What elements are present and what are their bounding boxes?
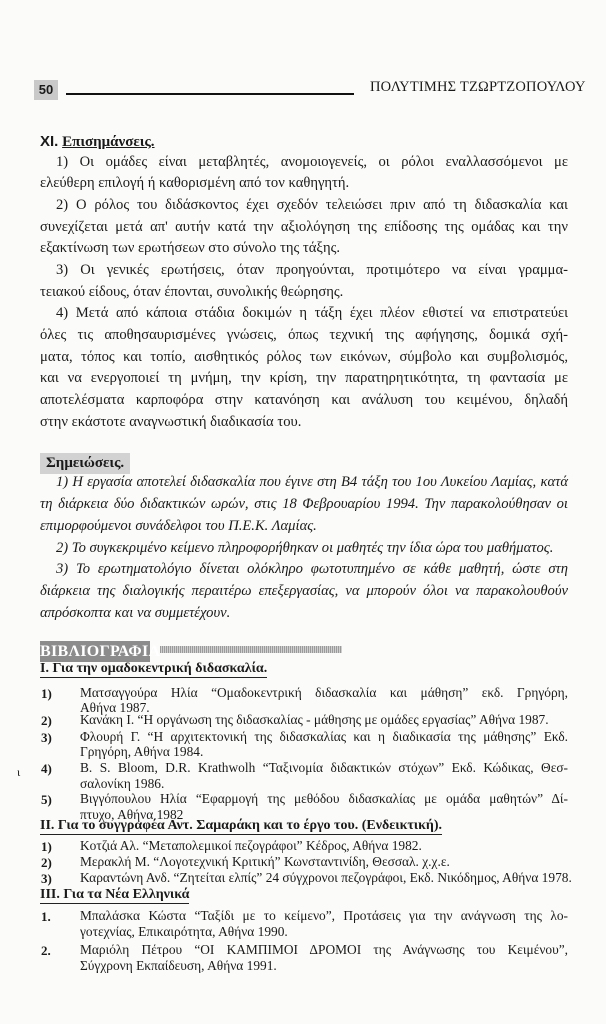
note-line: διάρκεια της διαλογικής περαιτέρω επεξεργασίας, να μπορούν όλοι να παρακολουθούν (40, 583, 568, 599)
reference-line: σαλονίκη 1986. (80, 776, 165, 791)
reference-line: γοτεχνίας, Επικαιρότητα, Αθήνα 1990. (80, 924, 288, 939)
reference-number: 1) (41, 686, 52, 701)
bibliography-banner: ΒΙΒΛΙΟΓΡΑΦΙΑ (40, 643, 161, 660)
bibliography-section-heading: III. Για τα Νέα Ελληνικά (40, 887, 190, 902)
reference-number: 4) (41, 761, 52, 776)
bibliography-hatch-bar (160, 646, 342, 653)
reference-number: 5) (41, 792, 52, 807)
paragraph-line: τειακού είδους, όταν έπονται, συνολικής θεώρησης. (40, 284, 344, 300)
paragraph-line: ματα, τόπος και τοπίο, αισθητικός ρόλος των εικόνων, σύμβολο και συμβολισμός, (40, 349, 568, 365)
reference-number: 2) (41, 713, 52, 728)
reference-number: 3) (41, 730, 52, 745)
reference-number: 1. (41, 909, 51, 924)
margin-mark: ι (17, 765, 21, 779)
section-title: Επισημάνσεις. (62, 134, 155, 150)
paragraph-line: συνεχίζεται μετά απ' αυτήν κατά την αξιολόγηση της επίδοσης της ομάδας και την (40, 219, 568, 235)
reference-line: Αθήνα 1987. (80, 700, 150, 715)
note-line: 1) Η εργασία αποτελεί διδασκαλία που έγινε στη Β4 τάξη του 1ου Λυκείου Λαμίας, κατά (56, 474, 568, 490)
note-line: απρόσκοπτα και να συμμετέχουν. (40, 605, 231, 621)
bibliography-section-heading: I. Για την ομαδοκεντρική διδασκαλία. (40, 661, 268, 676)
paragraph-line: 4) Μετά από κάποια στάδια δοκιμών η τάξη έχει πλέον εθιστεί να επιστρατεύει (56, 305, 568, 321)
note-line: επιμορφούμενοι συνάδελφοι του Π.Ε.Κ. Λαμίας. (40, 518, 317, 534)
reference-line: Μαριόλη Πέτρου “ΟΙ ΚΑΜΠΙΜΟΙ ΔΡΟΜΟΙ της Ανάγνωσης του Κειμένου”, (80, 942, 568, 957)
paragraph-line: 2) Ο ρόλος του διδάσκοντος έχει σχεδόν τελειώσει πριν από τη διδασκαλία και (56, 197, 568, 213)
reference-line: Καραντώνη Ανδ. “Ζητείται ελπίς” 24 σύγχρονοι πεζογράφοι, Εκδ. Νικόδημος, Αθήνα 1978. (80, 870, 572, 885)
reference-line: πτυχο, Αθήνα 1982 (80, 807, 184, 822)
paragraph-line: 1) Οι ομάδες είναι μεταβλητές, ανομοιογενείς, οι ρόλοι εναλλασσόμενοι με (56, 154, 568, 170)
note-line: τη διάρκεια δύο διδακτικών ωρών, στις 18 Φεβρουαρίου 1994. Την παρακολούθησαν οι (40, 496, 568, 512)
reference-number: 1) (41, 839, 52, 854)
reference-line: Ματσαγγούρα Ηλία “Ομαδοκεντρική διδασκαλία και μάθηση” εκδ. Γρηγόρη, (80, 685, 568, 700)
reference-line: Κοτζιά Αλ. “Μεταπολεμικοί πεζογράφοι” Κέδρος, Αθήνα 1982. (80, 838, 422, 853)
reference-line: Σύγχρονη Εκπαίδευση, Αθήνα 1991. (80, 958, 277, 973)
section-number: XI. (40, 133, 59, 150)
reference-number: 2) (41, 855, 52, 870)
paragraph-line: αποτελέσματα καρποφόρα στην κατανόηση και ανάλυση του κειμένου, δηλαδή (40, 392, 568, 408)
reference-line: Φλουρή Γ. “Η αρχιτεκτονική της διδασκαλίας και η διαδικασία της μάθησης” Εκδ. (80, 729, 568, 744)
notes-heading: Σημειώσεις. (40, 453, 130, 474)
reference-line: B. S. Bloom, D.R. Krathwolh “Ταξινομία διδακτικών στόχων” Εκδ. Κώδικας, Θεσ- (80, 760, 568, 775)
note-line: 2) Το συγκεκριμένο κείμενο πληροφορήθηκαν οι μαθητές την ίδια ώρα του μαθήματος. (56, 540, 554, 556)
paragraph-line: στην εκάστοτε αναγνωστική διαδικασία του. (40, 414, 302, 430)
reference-line: Μπαλάσκα Κώστα “Ταξίδι με το κείμενο”, Προτάσεις για την ανάγνωση της λο- (80, 908, 568, 923)
paragraph-line: 3) Οι γενικές ερωτήσεις, όταν προηγούνται, προτιμότερο να είναι γραμμα- (56, 262, 568, 278)
bibliography-section-heading: II. Για το συγγραφέα Αντ. Σαμαράκη και το έργο του. (Ενδεικτική). (40, 818, 443, 833)
paragraph-line: και να ενεργοποιεί τη μνήμη, την κρίση, την παρατηρητικότητα, τη φαντασία με (40, 370, 568, 386)
reference-line: Μερακλή Μ. “Λογοτεχνική Κριτική” Κωνσταντινίδη, Θεσσαλ. χ.χ.ε. (80, 854, 450, 869)
reference-line: Βιγγόπουλου Ηλία “Εφαρμογή της μεθόδου διδασκαλίας με ομάδα μαθητών” Δί- (80, 791, 568, 806)
note-line: 3) Το ερωτηματολόγιο δίνεται ολόκληρο φωτοτυπημένο σε κάθε μαθητή, ώστε στη (56, 561, 568, 577)
paragraph-line: εξακτίνωση των ερωτήσεων στο σύνολο της τάξης. (40, 240, 340, 256)
reference-line: Γρηγόρη, Αθήνα 1984. (80, 744, 204, 759)
header-rule (66, 93, 354, 95)
running-title: ΠΟΛΥΤΙΜΗΣ ΤΖΩΡΤΖΟΠΟΥΛΟΥ (370, 79, 586, 95)
section-xi-heading (40, 134, 155, 150)
reference-number: 2. (41, 943, 51, 958)
page-number: 50 (34, 80, 58, 100)
paragraph-line: όλες τις αποθησαυρισμένες γνώσεις, όπως τεχνική της αφήγησης, δομικά σχή- (40, 327, 568, 343)
paragraph-line: ελεύθερη επιλογή ή καθορισμένη από τον καθηγητή. (40, 175, 350, 191)
reference-number: 3) (41, 871, 52, 886)
reference-line: Κανάκη Ι. “Η οργάνωση της διδασκαλίας - μάθησης με ομάδες εργασίας” Αθήνα 1987. (80, 712, 549, 727)
